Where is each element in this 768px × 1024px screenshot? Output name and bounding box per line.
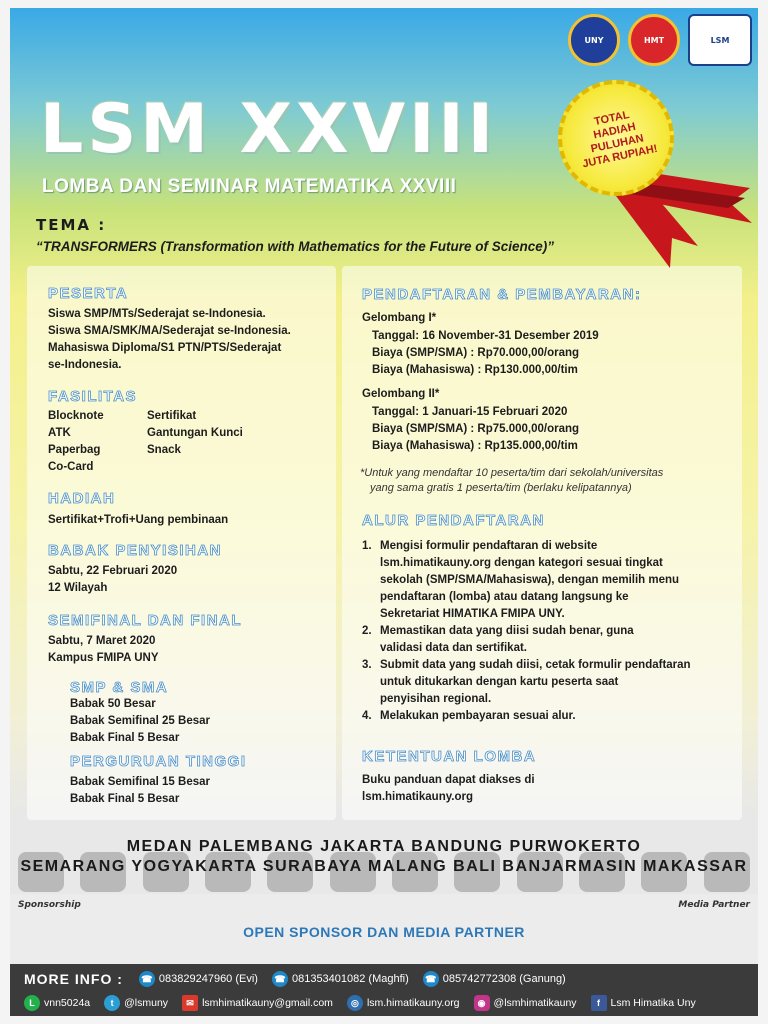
lsm-logo: LSM [688,14,752,66]
cities-row-2: SEMARANG YOGYAKARTA SURABAYA MALANG BALI BANJARMASIN MAKASSAR [20,858,748,875]
smp-sma-list: Babak 50 Besar Babak Semifinal 25 Besar Babak Final 5 Besar [70,698,210,744]
peserta-heading: PESERTA [48,285,129,302]
sponsor-bar [10,894,758,964]
gelombang-1-details: Tanggal: 16 November-31 Desember 2019 Biaya (SMP/SMA) : Rp70.000,00/orang Biaya (Mahasiswa) : Rp130.000,00/tim [372,330,599,376]
pt-heading: PERGURUAN TINGGI [70,753,247,770]
contact-footer [10,964,758,1016]
phone-icon: ☎ [423,971,439,987]
alur-step: 1. Mengisi formulir pendaftaran di website lsm.himatikauny.org dengan kategori sesuai tingkat sekolah (SMP/SMA/Mahasiswa), dengan memilih menu pendaftaran (lomba) atau datang langsung ke Sekretariat HIMATIKA FMIPA UNY. [362,540,680,620]
email-contact[interactable]: ✉ lsmhimatikauny@gmail.com [182,995,333,1011]
theme-label: TEMA : [36,216,107,234]
event-poster [10,8,758,1016]
line-icon: L [24,995,40,1011]
peserta-list: Siswa SMP/MTs/Sederajat se-Indonesia. Siswa SMA/SMK/MA/Sederajat se-Indonesia. Mahasiswa Diploma/S1 PTN/PTS/Sederajat se-Indonesia. [48,308,291,371]
theme-text: “TRANSFORMERS (Transformation with Mathematics for the Future of Science)” [36,239,555,254]
babak-info: Sabtu, 22 Februari 2020 12 Wilayah [48,565,178,594]
open-sponsor-text: OPEN SPONSOR DAN MEDIA PARTNER [243,924,525,940]
pt-list: Babak Semifinal 15 Besar Babak Final 5 Besar [70,776,210,805]
alur-steps [362,538,732,725]
globe-icon: ◎ [347,995,363,1011]
himatika-logo: HMT [628,14,680,66]
alur-step: 2. Memastikan data yang diisi sudah benar, guna validasi data dan sertifikat. [362,625,634,654]
babak-heading: BABAK PENYISIHAN [48,542,223,559]
twitter-icon: t [104,995,120,1011]
semifinal-heading: SEMIFINAL DAN FINAL [48,612,243,629]
phone-contact[interactable]: ☎ 081353401082 (Maghfi) [272,971,409,987]
instagram-icon: ◉ [474,995,490,1011]
pendaftaran-heading: PENDAFTARAN & PEMBAYARAN: [362,286,642,303]
phone-contact[interactable]: ☎ 083829247960 (Evi) [139,971,258,987]
hadiah-text: Sertifikat+Trofi+Uang pembinaan [48,514,229,526]
prize-badge: TOTAL HADIAH PULUHAN JUTA RUPIAH! [547,69,685,207]
email-icon: ✉ [182,995,198,1011]
gelombang-2-label: Gelombang II* [362,388,440,400]
twitter-contact[interactable]: t @lsmuny [104,995,168,1011]
semifinal-info: Sabtu, 7 Maret 2020 Kampus FMIPA UNY [48,635,159,664]
facebook-contact[interactable]: f Lsm Himatika Uny [591,995,696,1011]
facebook-icon: f [591,995,607,1011]
fasilitas-col1: Blocknote ATK Paperbag Co-Card [48,410,104,473]
fasilitas-col2: Sertifikat Gantungan Kunci Snack [147,410,243,456]
phone-contact[interactable]: ☎ 085742772308 (Ganung) [423,971,566,987]
line-contact[interactable]: L vnn5024a [24,995,90,1011]
phone-row [24,971,574,987]
alur-heading: ALUR PENDAFTARAN [362,512,545,529]
ketentuan-heading: KETENTUAN LOMBA [362,748,537,765]
instagram-contact[interactable]: ◉ @lsmhimatikauny [474,995,577,1011]
alur-step: 3. Submit data yang sudah diisi, cetak formulir pendaftaran untuk ditukarkan dengan kartu peserta saat penyisihan regional. [362,659,691,705]
more-info-label: MORE INFO : [24,971,123,987]
gelombang-2-details: Tanggal: 1 Januari-15 Februari 2020 Biaya (SMP/SMA) : Rp75.000,00/orang Biaya (Mahasiswa) : Rp135.000,00/tim [372,406,580,452]
gelombang-1-label: Gelombang I* [362,312,437,324]
cities-row-1: MEDAN PALEMBANG JAKARTA BANDUNG PURWOKERTO [126,838,642,855]
poster-subtitle: LOMBA DAN SEMINAR MATEMATIKA XXVIII [42,176,457,197]
poster-title: LSM XXVIII [40,90,498,169]
alur-step: 4. Melakukan pembayaran sesuai alur. [362,710,576,722]
smp-sma-heading: SMP & SMA [70,679,169,696]
social-row [24,995,704,1011]
hadiah-heading: HADIAH [48,490,116,507]
ketentuan-info: Buku panduan dapat diakses di lsm.himatikauny.org [362,774,535,803]
media-partner-label: Media Partner [678,900,750,910]
phone-icon: ☎ [139,971,155,987]
website-link[interactable]: ◎ lsm.himatikauny.org [347,995,460,1011]
fasilitas-heading: FASILITAS [48,388,138,405]
sponsorship-label: Sponsorship [18,900,81,910]
logo-group [568,14,752,66]
discount-note: *Untuk yang mendaftar 10 peserta/tim dari sekolah/universitas yang sama gratis 1 peserta/tim (berlaku kelipatannya) [360,467,664,494]
university-logo: UNY [568,14,620,66]
phone-icon: ☎ [272,971,288,987]
